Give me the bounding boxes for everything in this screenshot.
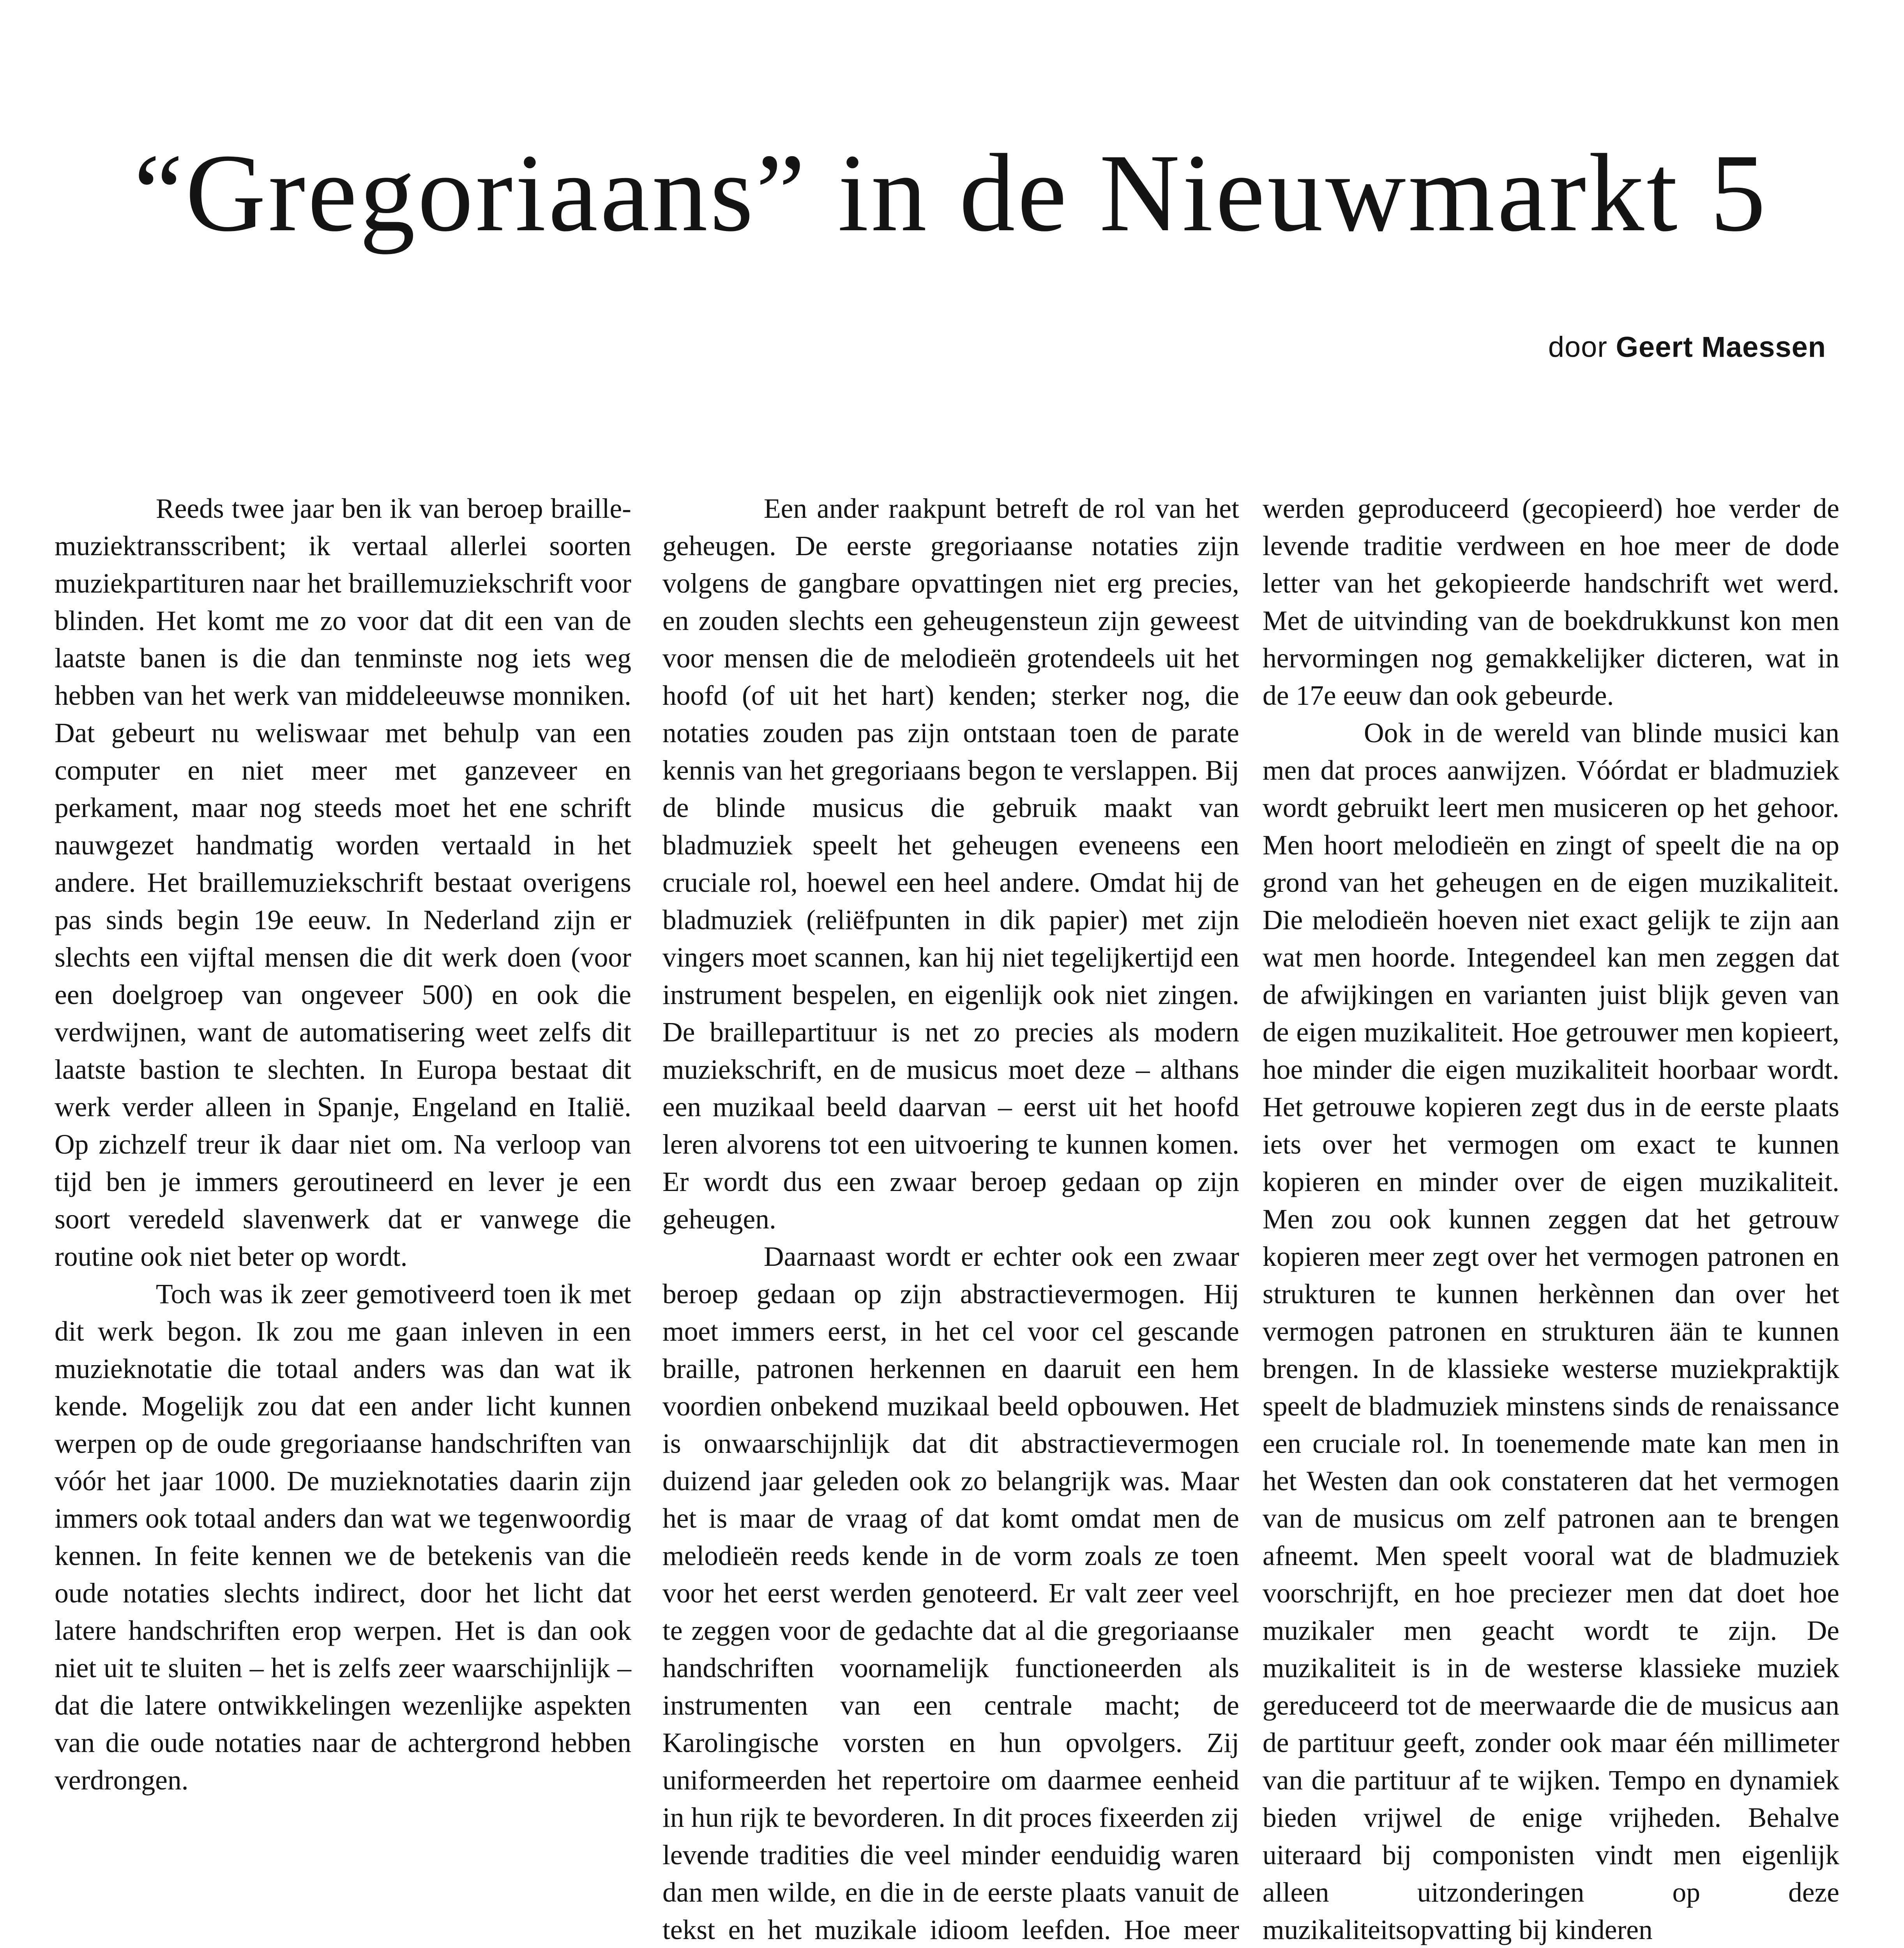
article-title: “Gregoriaans” in de Nieuwmarkt 5 <box>133 131 1768 254</box>
byline-prefix: door <box>1548 331 1607 363</box>
paragraph: Een ander raakpunt betreft de rol van het geheugen. De eerste gregoriaanse notaties zijn volgens de gangbare opvattingen niet erg precies, en zouden slechts een geheugensteun zijn geweest voor mensen die de melodieën grotendeels uit het hoofd (of uit het hart) kenden; sterker nog, die notaties zouden pas zijn ontstaan toen de parate kennis van het gregoriaans begon te verslappen. Bij de blinde musicus die gebruik maakt van bladmuziek speelt het geheugen eveneens een cruciale rol, hoewel een heel andere. Omdat hij de bladmuziek (reliëfpunten in dik papier) met zijn vingers moet scannen, kan hij niet tegelijkertijd een instrument bespelen, en eigenlijk ook niet zingen. De braillepartituur is net zo precies als modern muziekschrift, en de musicus moet deze – althans een muzikaal beeld daarvan – eerst uit het hoofd leren alvorens tot een uitvoering te kunnen komen. Er wordt dus een zwaar beroep gedaan op zijn geheugen. <box>662 493 1239 1235</box>
text-column-1 <box>55 490 631 1799</box>
paragraph: werden geproduceerd (gecopieerd) hoe verder de levende traditie verdween en hoe meer de dode letter van het gekopieerde handschrift wet werd. Met de uitvinding van de boekdrukkunst kon men hervormingen nog gemakkelijker dicteren, wat in de 17e eeuw dan ook gebeurde. <box>1263 493 1839 711</box>
paragraph: Daarnaast wordt er echter ook een zwaar beroep gedaan op zijn abstractievermogen. Hij moet immers eerst, in het cel voor cel gescande braille, patronen herkennen en daaruit een hem voordien onbekend muzikaal beeld opbouwen. Het is onwaarschijnlijk dat dit abstractievermogen duizend jaar geleden ook zo belangrijk was. Maar het is maar de vraag of dat komt omdat men de melodieën reeds kende in de vorm zoals ze toen voor het eerst werden genoteerd. Er valt zeer veel te zeggen voor de gedachte dat al die gregoriaanse handschriften voornamelijk functioneerden als instrumenten van een centrale macht; de Karolingische vorsten en hun opvolgers. Zij uniformeerden het repertoire om daarmee eenheid in hun rijk te bevorderen. In dit proces fixeerden zij levende tradities die veel minder eenduidig waren dan men wilde, en die in de eerste plaats vanuit de tekst en het muzikale idioom leefden. Hoe meer <box>662 1241 1239 1945</box>
author-name: Geert Maessen <box>1616 331 1826 363</box>
text-column-3 <box>1263 490 1839 1948</box>
byline <box>1548 330 1826 363</box>
paragraph: Toch was ik zeer gemotiveerd toen ik met dit werk begon. Ik zou me gaan inleven in een muzieknotatie die totaal anders was dan wat ik kende. Mogelijk zou dat een ander licht kunnen werpen op de oude gregoriaanse handschriften van vóór het jaar 1000. De muzieknotaties daarin zijn immers ook totaal anders dan wat we tegenwoordig kennen. In feite kennen we de betekenis van die oude notaties slechts indirect, door het licht dat latere handschriften erop werpen. Het is dan ook niet uit te sluiten – het is zelfs zeer waarschijnlijk – dat die latere ontwikkelingen wezenlijke aspekten van die oude notaties naar de achtergrond hebben verdrongen. <box>55 1279 631 1796</box>
text-column-2 <box>662 490 1239 1948</box>
paragraph: Reeds twee jaar ben ik van beroep braille-muziektransscribent; ik vertaal allerlei soorten muziekpartituren naar het braillemuziekschrift voor blinden. Het komt me zo voor dat dit een van de laatste banen is die dan tenminste nog iets weg hebben van het werk van middeleeuwse monniken. Dat gebeurt nu weliswaar met behulp van een computer en niet meer met ganzeveer en perkament, maar nog steeds moet het ene schrift nauwgezet handmatig worden vertaald in het andere. Het braillemuziekschrift bestaat overigens pas sinds begin 19e eeuw. In Nederland zijn er slechts een vijftal mensen die dit werk doen (voor een doelgroep van ongeveer 500) en ook die verdwijnen, want de automatisering weet zelfs dit laatste bastion te slechten. In Europa bestaat dit werk verder alleen in Spanje, Engeland en Italië. Op zichzelf treur ik daar niet om. Na verloop van tijd ben je immers geroutineerd en lever je een soort veredeld slavenwerk dat er vanwege die routine ook niet beter op wordt. <box>55 493 631 1272</box>
paragraph: Ook in de wereld van blinde musici kan men dat proces aanwijzen. Vóórdat er bladmuziek wordt gebruikt leert men musiceren op het gehoor. Men hoort melodieën en zingt of speelt die na op grond van het geheugen en de eigen muzikaliteit. Die melodieën hoeven niet exact gelijk te zijn aan wat men hoorde. Integendeel kan men zeggen dat de afwijkingen en varianten juist blijk geven van de eigen muzikaliteit. Hoe getrouwer men kopieert, hoe minder die eigen muzikaliteit hoorbaar wordt. Het getrouwe kopieren zegt dus in de eerste plaats iets over het vermogen om exact te kunnen kopieren en minder over de eigen muzikaliteit. Men zou ook kunnen zeggen dat het getrouw kopieren meer zegt over het vermogen patronen en strukturen te kunnen herkènnen dan over het vermogen patronen en strukturen ään te kunnen brengen. In de klassieke westerse muziekpraktijk speelt de bladmuziek minstens sinds de renaissance een cruciale rol. In toenemende mate kan men in het Westen dan ook constateren dat het vermogen van de musicus om zelf patronen aan te brengen afneemt. Men speelt vooral wat de bladmuziek voorschrijft, en hoe preciezer men dat doet hoe muzikaler men geacht wordt te zijn. De muzikaliteit is in de westerse klassieke muziek gereduceerd tot de meerwaarde die de musicus aan de partituur geeft, zonder ook maar één millimeter van die partituur af te wijken. Tempo en dynamiek bieden vrijwel de enige vrijheden. Behalve uiteraard bij componisten vindt men eigenlijk alleen uitzonderingen op deze muzikaliteitsopvatting bij kinderen <box>1263 718 1839 1945</box>
